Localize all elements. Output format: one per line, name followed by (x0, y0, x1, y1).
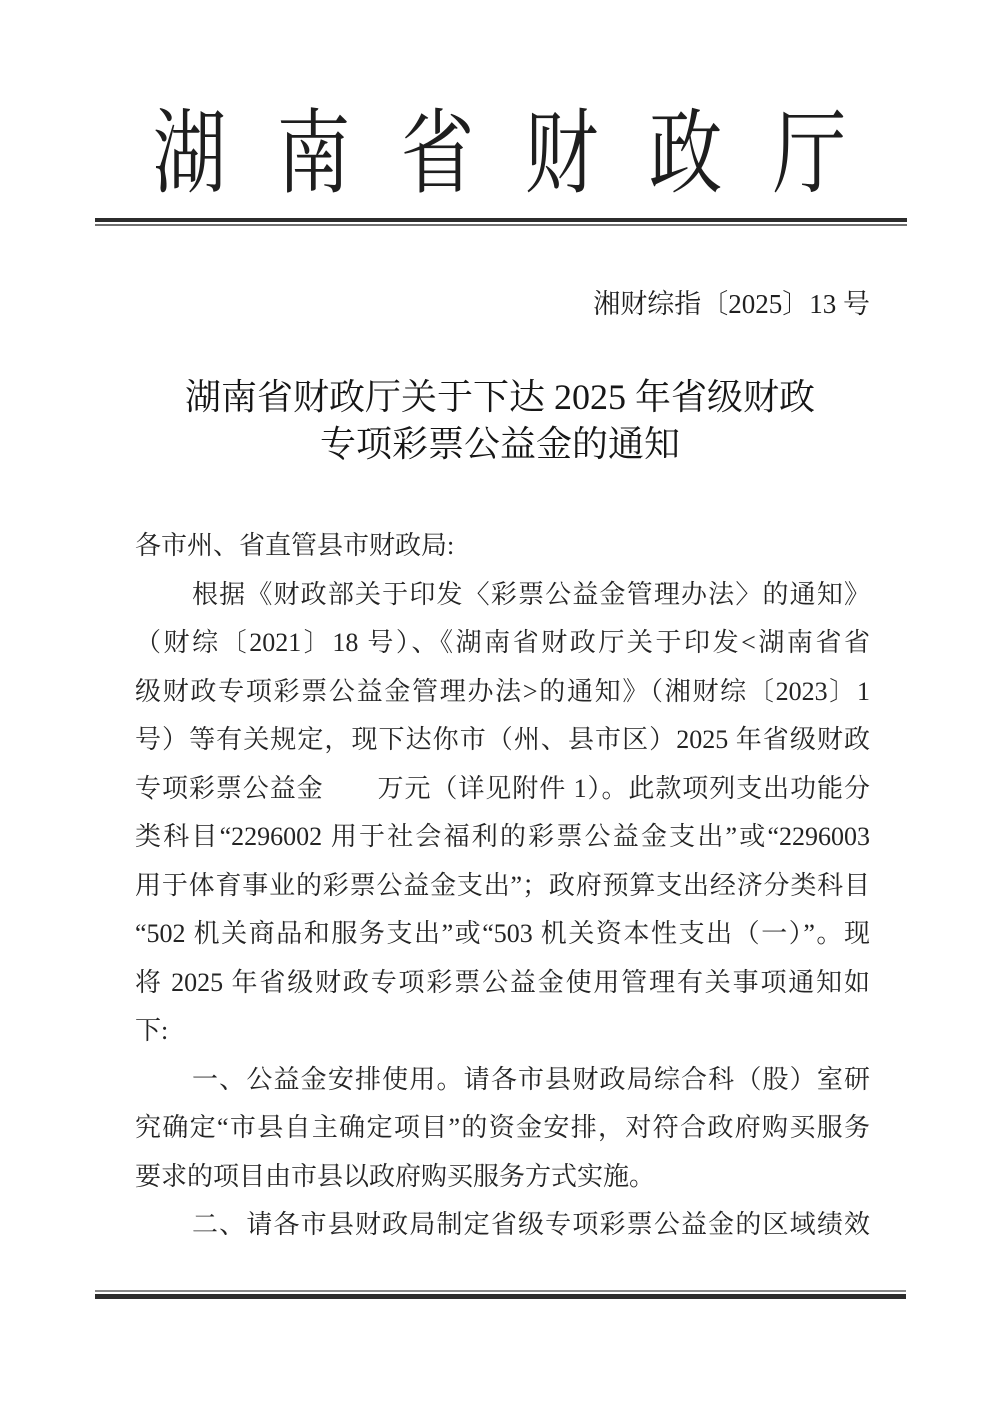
body-text (135, 522, 870, 1250)
letterhead-org-name: 湖南省财政厅 (153, 103, 898, 205)
body-line: 一、公益金安排使用。请各市县财政局综合科（股）室研 (192, 1064, 870, 1094)
letterhead (0, 104, 1000, 205)
body-line: 下: (135, 1016, 169, 1045)
body-line: 要求的项目由市县以政府购买服务方式实施。 (135, 1161, 656, 1191)
document-title (0, 374, 1000, 468)
body-line: 各市州、省直管县市财政局: (135, 531, 455, 560)
document-title-line-2: 专项彩票公益金的通知 (319, 424, 680, 464)
body-line: 二、请各市县财政局制定省级专项彩票公益金的区域绩效 (192, 1210, 870, 1239)
doc-number: 湘财综指〔2025〕13 号 (593, 289, 870, 319)
body-line: 究确定“市县自主确定项目”的资金安排，对符合政府购买服务 (135, 1113, 870, 1142)
header-double-rule (95, 218, 907, 226)
body-line: 用于体育事业的彩票公益金支出”；政府预算支出经济分类科目 (135, 870, 870, 900)
footer-double-rule (95, 1290, 906, 1299)
body-line: 专项彩票公益金 万元（详见附件 1）。此款项列支出功能分 (135, 773, 870, 803)
body-line: （财综〔2021〕18 号）、《湖南省财政厅关于印发<湖南省省 (135, 628, 870, 657)
document-title-line-1: 湖南省财政厅关于下达 2025 年省级财政 (184, 377, 815, 417)
body-line: 类科目“2296002 用于社会福利的彩票公益金支出”或“2296003 (135, 822, 870, 851)
body-line: 级财政专项彩票公益金管理办法>的通知》（湘财综〔2023〕1 (135, 676, 870, 706)
body-line: 将 2025 年省级财政专项彩票公益金使用管理有关事项通知如 (135, 967, 870, 997)
body-line: “502 机关商品和服务支出”或“503 机关资本性支出（一）”。现 (135, 919, 870, 948)
body-line: 根据《财政部关于印发〈彩票公益金管理办法〉的通知》 (192, 579, 870, 609)
body-line: 号）等有关规定，现下达你市（州、县市区）2025 年省级财政 (135, 725, 870, 754)
